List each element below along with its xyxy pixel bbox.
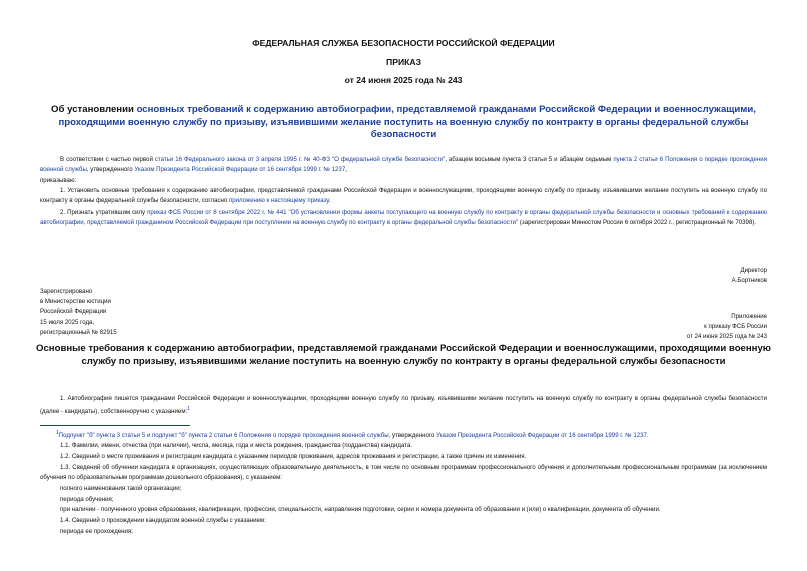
order-title-link[interactable]: основных требований к содержанию автобиографии, представляемой гражданами Российской Федерации и военнослужащими, проходящими военную службу по призыву, изъявившими желание поступить на военную службу по контракту в органы федеральной службы безопасности bbox=[58, 104, 756, 140]
signature-name: А.Бортников bbox=[731, 277, 767, 284]
requirement-text: 1. Автобиография пишется гражданами Российской Федерации и военнослужащими, проходящими военную службу по призыву, изъявившими желание поступить на военную службу по контракту в органы федеральной службы безопасности (далее - кандидаты), собственноручно с указанием: bbox=[40, 395, 767, 416]
requirement-text: при наличии - полученного уровня образования, квалификации, профессии, специальности, направления подготовки, серии и номера документа об образовании и (или) о квалификации, документа об обучении. bbox=[60, 506, 661, 513]
requirement-text: периода ее прохождения; bbox=[60, 528, 133, 535]
order-title bbox=[30, 104, 777, 142]
requirement-1-1 bbox=[40, 441, 767, 451]
footnote-marker[interactable]: 1 bbox=[187, 406, 190, 412]
requirement-1-2 bbox=[40, 452, 767, 462]
footnote-text: , утвержденного bbox=[388, 432, 437, 440]
registration-line: Зарегистрировано bbox=[40, 288, 93, 295]
order-word: приказываю: bbox=[40, 177, 77, 184]
requirement-text: 1.2. Сведений о месте проживания и регистрации кандидата с указанием периодов проживания, адресов проживания и регистрации, а также причин их изменения. bbox=[60, 453, 527, 460]
appendix-title: Основные требования к содержанию автобиографии, представляемой гражданами Российской Федерации и военнослужащими, проходящими военную службу по призыву, изъявившими желание поступить на военную службу по контракту в органы федеральной службы безопасности bbox=[36, 343, 772, 367]
footnote-divider bbox=[40, 425, 190, 426]
appendix-label: Приложение bbox=[731, 313, 767, 320]
registration-line: Российской Федерации bbox=[40, 308, 107, 315]
requirement-1-3 bbox=[40, 463, 767, 483]
footnote-decree-link[interactable]: Указом Президента Российской Федерации от 16 сентября 1999 г. № 1237 bbox=[436, 432, 647, 440]
decree-link[interactable]: Указом Президента Российской Федерации от 16 сентября 1999 г. № 1237 bbox=[134, 166, 346, 173]
preamble-text: , утвержденного bbox=[86, 166, 135, 173]
requirement-1-3-b bbox=[40, 495, 767, 505]
requirement-1-4 bbox=[40, 516, 767, 526]
preamble-text: , bbox=[345, 166, 347, 173]
appendix-date: от 24 июня 2025 года № 243 bbox=[686, 333, 767, 340]
requirement-1-3-c bbox=[40, 505, 767, 515]
appendix-link[interactable]: приложению к настоящему приказу bbox=[228, 197, 329, 204]
footnote bbox=[40, 428, 767, 441]
requirement-1-4-a bbox=[40, 527, 767, 537]
footnote-text: . bbox=[646, 432, 649, 440]
clause-1-paragraph bbox=[40, 186, 767, 206]
repealed-order-link[interactable]: приказ ФСБ России от 8 сентября 2022 г. № 441 "Об установлении формы анкеты поступающего на военную службу по контракту в органы федеральной службы безопасности и основных требований к содержанию автобиографии, представляемой гражданином Российской Федерации при поступлении на военную службу по контракту в органы федеральной службы безопасности" bbox=[40, 209, 767, 226]
clause-text: 2. Признать утратившим силу bbox=[60, 209, 148, 216]
requirement-1-3-a bbox=[40, 484, 767, 494]
clause-text: . bbox=[328, 197, 331, 204]
preamble-paragraph bbox=[40, 155, 767, 175]
requirement-text: 1.1. Фамилии, имени, отчества (при наличии), числа, месяца, года и места рождения, гражданства (подданства) кандидата. bbox=[60, 442, 412, 449]
requirement-text: периода обучения; bbox=[60, 496, 114, 503]
footnote-number: 1 bbox=[56, 430, 59, 436]
doc-type-heading: ПРИКАЗ bbox=[386, 57, 421, 67]
requirement-text: 1.4. Сведений о прохождении кандидатом военной службы с указанием: bbox=[60, 517, 266, 524]
regulation-link[interactable]: пункта 2 статьи 6 Положения о порядке прохождения военной службы bbox=[40, 156, 767, 173]
clause-2-paragraph bbox=[40, 208, 767, 228]
order-title-prefix: Об установлении bbox=[51, 104, 137, 115]
agency-heading: ФЕДЕРАЛЬНАЯ СЛУЖБА БЕЗОПАСНОСТИ РОССИЙСКОЙ ФЕДЕРАЦИИ bbox=[252, 38, 555, 48]
footnote-link[interactable]: Подпункт "б" пункта 3 статьи 5 и подпункт "б" пункта 2 статьи 6 Положения о порядке прохождения военной службы bbox=[58, 432, 389, 440]
requirement-text: полного наименования такой организации; bbox=[60, 485, 182, 492]
clause-text: 1. Установить основные требования к содержанию автобиографии, представляемой гражданами Российской Федерации и военнослужащими, проходящими военную службу по призыву, изъявившими желание поступить на военную службу по контракту в органы федеральной службы безопасности, согласно bbox=[40, 187, 767, 204]
registration-line: в Министерстве юстиции bbox=[40, 298, 111, 305]
law-link[interactable]: статьи 16 Федерального закона от 3 апреля 1995 г. № 40-ФЗ "О федеральной службе безопасности" bbox=[154, 156, 446, 163]
doc-date-heading: от 24 июня 2025 года № 243 bbox=[344, 75, 463, 85]
preamble-text: В соответствии с частью первой bbox=[60, 156, 155, 163]
clause-text: (зарегистрирован Минюстом России 6 октября 2022 г., регистрационный № 70398). bbox=[518, 219, 757, 226]
signature-position: Директор bbox=[740, 267, 767, 274]
registration-line: 15 июля 2025 года, bbox=[40, 319, 95, 326]
registration-line: регистрационный № 82915 bbox=[40, 329, 117, 336]
appendix-ref: к приказу ФСБ России bbox=[704, 323, 767, 330]
preamble-text: , абзацем восьмым пункта 3 статьи 5 и абзацем седьмым bbox=[445, 156, 614, 163]
requirement-1 bbox=[40, 394, 767, 417]
requirement-text: 1.3. Сведений об обучении кандидата в организациях, осуществляющих образовательную деятельность, в том числе по основным программам профессионального обучения и дополнительным профессиональным программам (за исключением обучения по образовательным программам дошкольного образования), с указанием: bbox=[40, 464, 767, 481]
